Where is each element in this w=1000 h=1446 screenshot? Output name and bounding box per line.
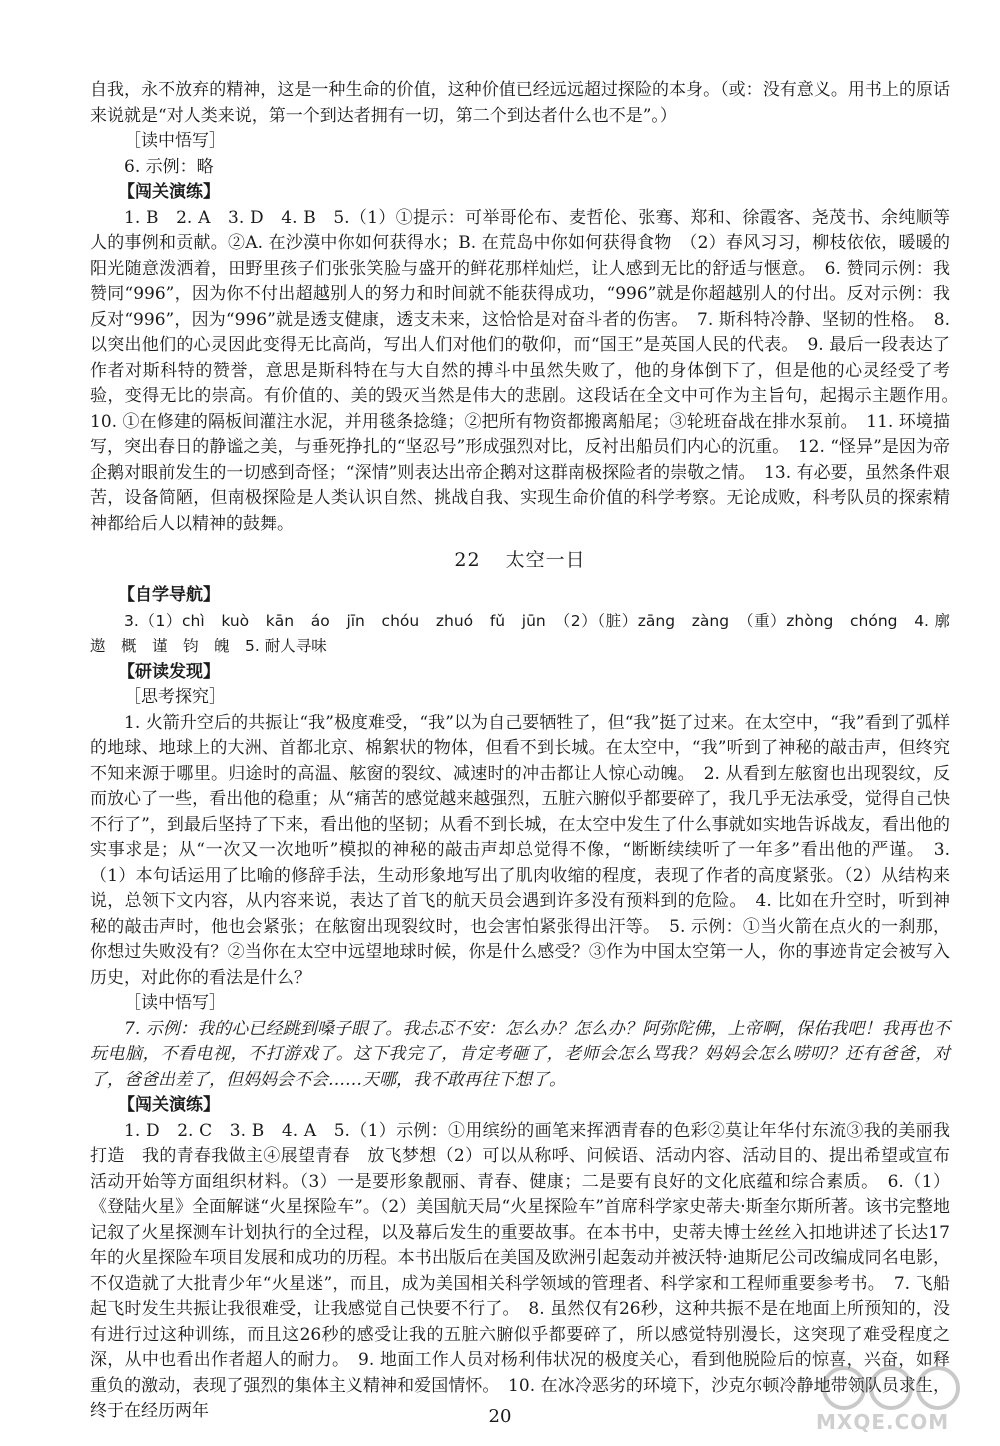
prev-answer-paragraph: 自我，永不放弃的精神，这是一种生命的价值，这种价值已经远远超过探险的本身。（或：没有意义。用书上的原话来说就是“对人类来说，第一个到达者拥有一切，第二个到达者什么也不是”。）	[90, 80, 950, 126]
watermark-logo	[816, 1364, 966, 1434]
answer-q6: 6. 示例：略	[124, 156, 214, 177]
lesson-number: 22	[454, 549, 481, 571]
self-study-heading: 【自学导航】	[118, 585, 220, 605]
read-write-heading: ［读中悟写］	[124, 131, 226, 151]
answer-q7: 7. 示例：我的心已经跳到嗓子眼了。我忐忑不安：怎么办？怎么办？阿弥陀佛，上帝啊，保佑我吧！我再也不玩电脑，不看电视，不打游戏了。这下我完了，肯定考砸了，老师会怎么骂我？妈妈会怎么唠叨？还有爸爸，对了，爸爸出差了，但妈妈会不会……天哪，我不敢再往下想了。	[90, 1018, 950, 1090]
think-explore-heading: ［思考探究］	[124, 687, 226, 707]
lesson-title	[90, 545, 950, 575]
self-study-answers: 3.（1）chì kuò kān áo jīn chóu zhuó fǔ jūn （2）（脏）zāng zàng （重）zhòng chóng 4. 廓 遨 概 谨 钧 魄 5. 耐人寻味	[90, 611, 966, 655]
pass-practice-heading: 【闯关演练】	[118, 182, 220, 202]
research-heading: 【研读发现】	[118, 661, 220, 682]
pass-practice-answers: 1. B 2. A 3. D 4. B 5.（1）①提示：可举哥伦布、麦哲伦、张骞、郑和、徐霞客、尧茂书、余纯顺等人的事例和贡献。②A. 在沙漠中你如何获得水；B. 在荒岛中你如何获得食物 （2）春风习习，柳枝依依，暖暖的阳光随意泼洒着，田野里孩子们张张笑脸与盛开的鲜花那样灿烂，让人感到无比的舒适与惬意。 6. 赞同示例：我赞同“996”，因为你不付出超越别人的努力和时间就不能获得成功，“996”就是你超越别人的付出。反对示例：我反对“996”，因为“996”就是透支健康，透支未来，这恰恰是对奋斗者的伤害。 7. 斯科特冷静、坚韧的性格。 8. 以突出他们的心灵因此变得无比高尚，写出人们对他们的敬仰，而“国王”是英国人民的代表。 9. 最后一段表达了作者对斯科特的赞誉，意思是斯科特在与大自然的搏斗中虽然失败了，他的身体倒下了，但是他的心灵经受了考验，变得无比的崇高。有价值的、美的毁灭当然是伟大的悲剧。这段话在全文中可作为主旨句，起揭示主题作用。 10. ①在修建的隔板间灌注水泥，并用毯条捻缝；②把所有物资都搬离船尾；③轮班奋战在排水泵前。 11. 环境描写，突出春日的静谧之美，与垂死挣扎的“坚忍号”形成强烈对比，反衬出船员们内心的沉重。 12. “怪异”是因为帝企鹅对眼前发生的一切感到奇怪；“深情”则表达出帝企鹅对这群南极探险者的崇敬之情。 13. 有必要，虽然条件艰苦，设备简陋，但南极探险是人类认识自然、挑战自我、实现生命价值的科学考察。无论成败，科考队员的探索精神都给后人以精神的鼓舞。	[90, 207, 967, 534]
read-write-heading-2: ［读中悟写］	[124, 993, 226, 1013]
watermark-text: MXQE.COM	[816, 1410, 950, 1434]
watermark-icon	[816, 1364, 966, 1414]
lesson-name: 太空一日	[505, 549, 586, 571]
pass-practice-heading-2: 【闯关演练】	[118, 1095, 220, 1115]
page-number: 20	[488, 1406, 512, 1427]
research-answers: 1. 火箭升空后的共振让“我”极度难受，“我”以为自己要牺牲了，但“我”挺了过来。在太空中，“我”看到了弧样的地球、地球上的大洲、首都北京、棉絮状的物体，但看不到长城。在太空中，“我”听到了神秘的敲击声，但终究不知来源于哪里。归途时的高温、舷窗的裂纹、减速时的冲击都让人惊心动魄。 2. 从看到左舷窗也出现裂纹，反而放心了一些，看出他的稳重；从“痛苦的感觉越来越强烈，五脏六腑似乎都要碎了，我几乎无法承受，觉得自己快不行了”，到最后坚持了下来，看出他的坚韧；从看不到长城，在太空中发生了什么事就如实地告诉战友，看出他的实事求是；从“一次又一次地听”模拟的神秘的敲击声却总觉得不像，“断断续续听了一年多”看出他的严谨。 3.（1）本句话运用了比喻的修辞手法，生动形象地写出了肌肉收缩的程度，表现了作者的高度紧张。（2）从结构来说，总领下文内容，从内容来说，表达了首飞的航天员会遇到许多没有预料到的危险。 4. 比如在升空时，听到神秘的敲击声时，他也会紧张；在舷窗出现裂纹时，也会害怕紧张得出汗等。 5. 示例：①当火箭在点火的一刹那，你想过失败没有？②当你在太空中远望地球时候，你是什么感受？③作为中国太空第一人，你的事迹肯定会被写入历史，对此你的看法是什么？	[90, 712, 950, 988]
pass-practice-answers-2: 1. D 2. C 3. B 4. A 5.（1）示例：①用缤纷的画笔来挥洒青春的色彩②莫让年华付东流③我的美丽我打造 我的青春我做主④展望青春 放飞梦想（2）可以从称呼、问候语、活动内容、活动目的、提出希望或宣布活动开始等方面组织材料。（3）一是要形象靓丽、青春、健康；二是要有良好的文化底蕴和综合素质。 6.（1）《登陆火星》全面解谜“火星探险车”。（2）美国航天局“火星探险车”首席科学家史蒂夫·斯奎尔斯所著。该书完整地记叙了火星探测车计划执行的全过程，以及幕后发生的重要故事。在本书中，史蒂夫博士丝丝入扣地讲述了长达17年的火星探险车项目发展和成功的历程。本书出版后在美国及欧洲引起轰动并被沃特·迪斯尼公司改编成同名电影，不仅造就了大批青少年“火星迷”，而且，成为美国相关科学领域的管理者、科学家和工程师重要参考书。 7. 飞船起飞时发生共振让我很难受，让我感觉自己快要不行了。 8. 虽然仅有26秒，这种共振不是在地面上所预知的，没有进行过这种训练，而且这26秒的感受让我的五脏六腑似乎都要碎了，所以感觉特别漫长，这突现了难受程度之深，从中也看出作者超人的耐力。 9. 地面工作人员对杨利伟状况的极度关心，看到他脱险后的惊喜，兴奋，如释重负的激动，表现了强烈的集体主义精神和爱国情怀。 10. 在冰冷恶劣的环境下，沙克尔顿冷静地带领队员求生，终于在经历两年	[90, 1120, 950, 1421]
answer-page	[90, 78, 967, 1425]
